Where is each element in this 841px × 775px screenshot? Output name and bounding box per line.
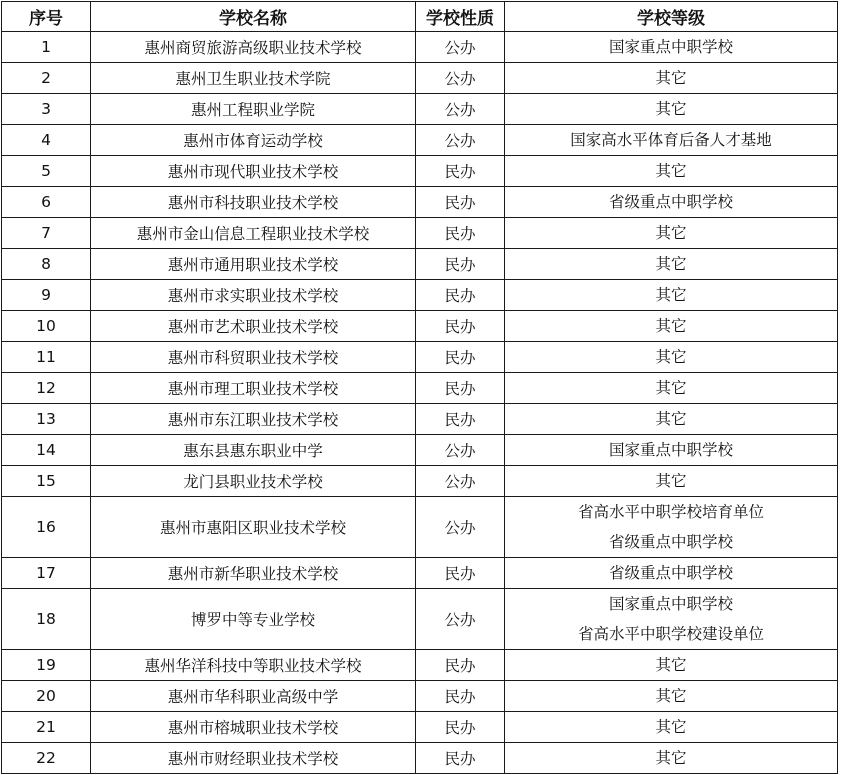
cell-no: 15 bbox=[2, 466, 91, 497]
grade-line: 其它 bbox=[655, 348, 687, 366]
cell-school-name: 惠州市通用职业技术学校 bbox=[91, 249, 416, 280]
cell-school-type: 公办 bbox=[416, 435, 505, 466]
cell-school-grade bbox=[505, 280, 838, 311]
cell-school-name: 惠州市新华职业技术学校 bbox=[91, 558, 416, 589]
cell-school-type: 民办 bbox=[416, 650, 505, 681]
cell-school-type: 民办 bbox=[416, 187, 505, 218]
table-row bbox=[2, 311, 838, 342]
cell-school-type: 公办 bbox=[416, 32, 505, 63]
cell-school-grade bbox=[505, 156, 838, 187]
cell-school-grade bbox=[505, 589, 838, 650]
cell-school-grade bbox=[505, 373, 838, 404]
grade-line: 其它 bbox=[655, 718, 687, 736]
cell-school-type: 民办 bbox=[416, 558, 505, 589]
cell-no: 22 bbox=[2, 743, 91, 774]
table-row bbox=[2, 558, 838, 589]
cell-school-name: 惠东县惠东职业中学 bbox=[91, 435, 416, 466]
header-school-type: 学校性质 bbox=[416, 2, 505, 32]
cell-no: 21 bbox=[2, 712, 91, 743]
cell-school-type: 民办 bbox=[416, 342, 505, 373]
cell-school-type: 公办 bbox=[416, 94, 505, 125]
cell-school-grade bbox=[505, 218, 838, 249]
cell-school-name: 惠州市财经职业技术学校 bbox=[91, 743, 416, 774]
cell-no: 5 bbox=[2, 156, 91, 187]
table-row bbox=[2, 650, 838, 681]
table-row bbox=[2, 342, 838, 373]
grade-line: 其它 bbox=[655, 162, 687, 180]
table-row bbox=[2, 125, 838, 156]
cell-school-name: 惠州市现代职业技术学校 bbox=[91, 156, 416, 187]
cell-no: 3 bbox=[2, 94, 91, 125]
grade-line: 省级重点中职学校 bbox=[608, 564, 733, 582]
cell-school-name: 惠州华洋科技中等职业技术学校 bbox=[91, 650, 416, 681]
cell-school-type: 民办 bbox=[416, 218, 505, 249]
cell-school-grade bbox=[505, 249, 838, 280]
cell-school-grade bbox=[505, 435, 838, 466]
table-row bbox=[2, 589, 838, 650]
cell-school-name: 惠州市惠阳区职业技术学校 bbox=[91, 497, 416, 558]
cell-no: 16 bbox=[2, 497, 91, 558]
table-row bbox=[2, 712, 838, 743]
grade-line: 其它 bbox=[655, 656, 687, 674]
grade-line: 其它 bbox=[655, 255, 687, 273]
grade-line: 其它 bbox=[655, 317, 687, 335]
cell-school-grade bbox=[505, 681, 838, 712]
cell-no: 6 bbox=[2, 187, 91, 218]
cell-school-grade bbox=[505, 187, 838, 218]
table-row bbox=[2, 218, 838, 249]
cell-school-type: 民办 bbox=[416, 404, 505, 435]
cell-school-name: 惠州市艺术职业技术学校 bbox=[91, 311, 416, 342]
grade-line: 其它 bbox=[655, 410, 687, 428]
table-row bbox=[2, 466, 838, 497]
table-row bbox=[2, 94, 838, 125]
grade-line: 其它 bbox=[655, 69, 687, 87]
grade-line: 国家高水平体育后备人才基地 bbox=[570, 131, 772, 149]
cell-school-name: 惠州卫生职业技术学院 bbox=[91, 63, 416, 94]
cell-school-type: 民办 bbox=[416, 681, 505, 712]
cell-school-name: 惠州市求实职业技术学校 bbox=[91, 280, 416, 311]
cell-school-grade bbox=[505, 558, 838, 589]
cell-school-type: 公办 bbox=[416, 497, 505, 558]
cell-no: 11 bbox=[2, 342, 91, 373]
cell-school-name: 惠州市东江职业技术学校 bbox=[91, 404, 416, 435]
cell-school-name: 惠州工程职业学院 bbox=[91, 94, 416, 125]
grade-line: 省高水平中职学校建设单位 bbox=[577, 625, 764, 643]
cell-school-type: 公办 bbox=[416, 466, 505, 497]
grade-line: 国家重点中职学校 bbox=[608, 595, 733, 613]
table-row bbox=[2, 156, 838, 187]
cell-no: 12 bbox=[2, 373, 91, 404]
cell-school-grade bbox=[505, 125, 838, 156]
cell-no: 20 bbox=[2, 681, 91, 712]
cell-no: 14 bbox=[2, 435, 91, 466]
cell-school-grade bbox=[505, 743, 838, 774]
table-row bbox=[2, 373, 838, 404]
grade-line: 其它 bbox=[655, 224, 687, 242]
cell-school-name: 惠州商贸旅游高级职业技术学校 bbox=[91, 32, 416, 63]
cell-school-type: 民办 bbox=[416, 311, 505, 342]
grade-line: 省高水平中职学校培育单位 bbox=[577, 503, 764, 521]
cell-school-grade bbox=[505, 32, 838, 63]
table-row bbox=[2, 404, 838, 435]
table-row bbox=[2, 32, 838, 63]
grade-line: 其它 bbox=[655, 749, 687, 767]
cell-school-grade bbox=[505, 466, 838, 497]
cell-school-grade bbox=[505, 342, 838, 373]
header-row bbox=[2, 2, 838, 32]
grade-line: 国家重点中职学校 bbox=[608, 38, 733, 56]
cell-no: 13 bbox=[2, 404, 91, 435]
school-table bbox=[1, 1, 838, 774]
grade-line: 省级重点中职学校 bbox=[608, 533, 733, 551]
cell-school-name: 惠州市科贸职业技术学校 bbox=[91, 342, 416, 373]
cell-no: 8 bbox=[2, 249, 91, 280]
table-row bbox=[2, 435, 838, 466]
grade-line: 其它 bbox=[655, 687, 687, 705]
table-row bbox=[2, 497, 838, 558]
table-row bbox=[2, 249, 838, 280]
cell-no: 7 bbox=[2, 218, 91, 249]
grade-line: 其它 bbox=[655, 472, 687, 490]
cell-school-type: 民办 bbox=[416, 712, 505, 743]
table-header bbox=[2, 2, 838, 32]
cell-school-grade bbox=[505, 94, 838, 125]
grade-line: 其它 bbox=[655, 286, 687, 304]
table-row bbox=[2, 681, 838, 712]
grade-line: 省级重点中职学校 bbox=[608, 193, 733, 211]
cell-school-type: 民办 bbox=[416, 249, 505, 280]
cell-school-grade bbox=[505, 311, 838, 342]
cell-school-type: 公办 bbox=[416, 125, 505, 156]
cell-school-name: 龙门县职业技术学校 bbox=[91, 466, 416, 497]
cell-school-name: 惠州市华科职业高级中学 bbox=[91, 681, 416, 712]
cell-no: 1 bbox=[2, 32, 91, 63]
header-school-grade: 学校等级 bbox=[505, 2, 838, 32]
cell-school-name: 惠州市科技职业技术学校 bbox=[91, 187, 416, 218]
cell-no: 4 bbox=[2, 125, 91, 156]
cell-school-grade bbox=[505, 63, 838, 94]
table-row bbox=[2, 187, 838, 218]
cell-school-type: 民办 bbox=[416, 743, 505, 774]
table-body bbox=[2, 32, 838, 774]
header-no: 序号 bbox=[2, 2, 91, 32]
grade-line: 其它 bbox=[655, 379, 687, 397]
cell-no: 2 bbox=[2, 63, 91, 94]
cell-school-type: 公办 bbox=[416, 63, 505, 94]
table-row bbox=[2, 743, 838, 774]
cell-school-type: 民办 bbox=[416, 156, 505, 187]
cell-no: 9 bbox=[2, 280, 91, 311]
cell-no: 18 bbox=[2, 589, 91, 650]
cell-school-grade bbox=[505, 497, 838, 558]
grade-line: 其它 bbox=[655, 100, 687, 118]
cell-school-grade bbox=[505, 650, 838, 681]
cell-no: 19 bbox=[2, 650, 91, 681]
cell-school-name: 惠州市理工职业技术学校 bbox=[91, 373, 416, 404]
grade-line: 国家重点中职学校 bbox=[608, 441, 733, 459]
header-school-name: 学校名称 bbox=[91, 2, 416, 32]
cell-school-name: 博罗中等专业学校 bbox=[91, 589, 416, 650]
cell-school-type: 公办 bbox=[416, 589, 505, 650]
cell-school-name: 惠州市体育运动学校 bbox=[91, 125, 416, 156]
cell-no: 17 bbox=[2, 558, 91, 589]
cell-school-name: 惠州市榕城职业技术学校 bbox=[91, 712, 416, 743]
cell-school-grade bbox=[505, 712, 838, 743]
table-row bbox=[2, 63, 838, 94]
cell-school-grade bbox=[505, 404, 838, 435]
cell-no: 10 bbox=[2, 311, 91, 342]
cell-school-name: 惠州市金山信息工程职业技术学校 bbox=[91, 218, 416, 249]
cell-school-type: 民办 bbox=[416, 373, 505, 404]
table-row bbox=[2, 280, 838, 311]
cell-school-type: 民办 bbox=[416, 280, 505, 311]
